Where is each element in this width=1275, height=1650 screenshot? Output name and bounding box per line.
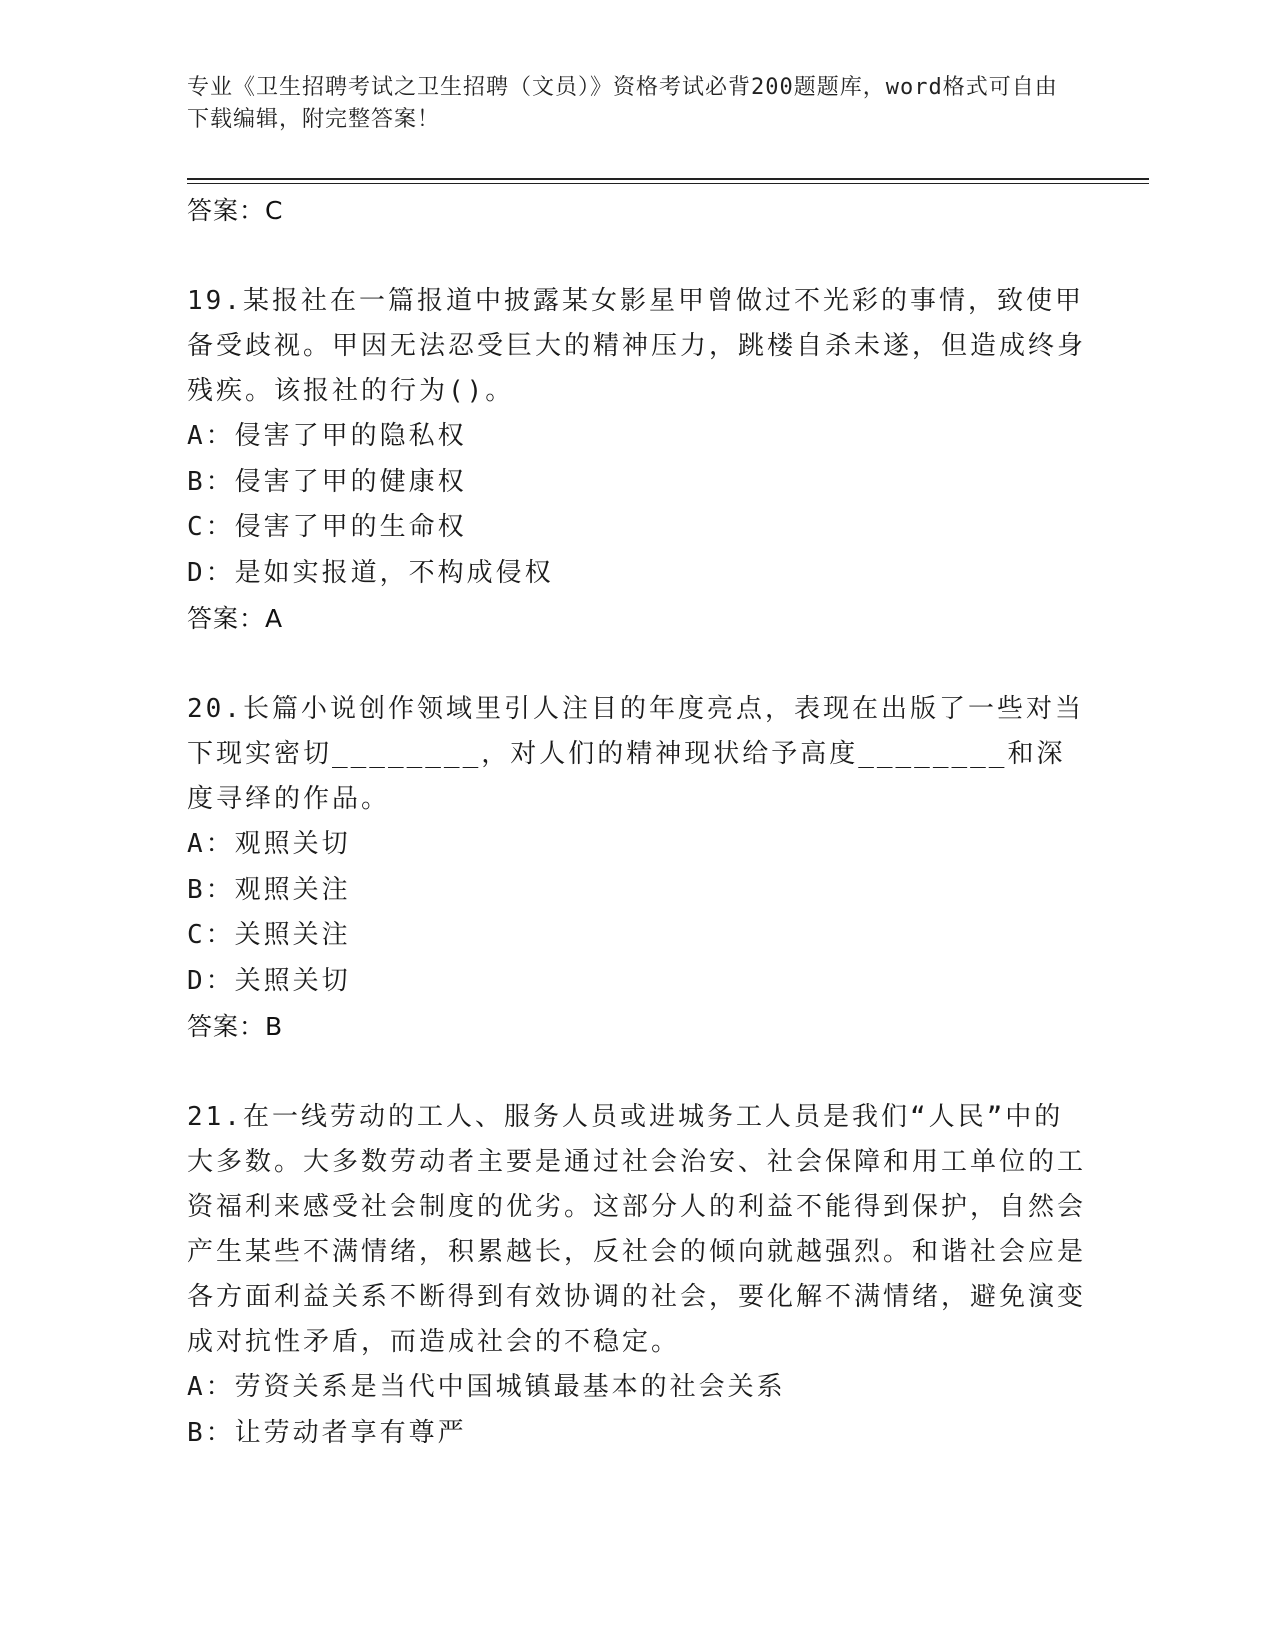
answer-line: 答案：A [187, 604, 284, 633]
option-b: B：侵害了甲的健康权 [187, 466, 467, 497]
question-stem: 19.某报社在一篇报道中披露某女影星甲曾做过不光彩的事情，致使甲备受歧视。甲因无法忍受巨大的精神压力，跳楼自杀未遂，但造成终身残疾。该报社的行为()。 [187, 286, 1087, 406]
option-a: A：侵害了甲的隐私权 [187, 421, 467, 451]
page-header: 专业《卫生招聘考试之卫生招聘（文员）》资格考试必背200题题库，word格式可自由下载编辑，附完整答案！ [187, 75, 1058, 132]
question-21 [187, 1095, 1087, 1456]
option-b: B：观照关注 [187, 874, 351, 905]
question-stem: 20.长篇小说创作领域里引人注目的年度亮点，表现在出版了一些对当下现实密切________，对人们的精神现状给予高度________和深度寻绎的作品。 [187, 694, 1084, 814]
option-b: B：让劳动者享有尊严 [187, 1417, 467, 1448]
spacer [187, 1049, 1087, 1095]
option-a: A：劳资关系是当代中国城镇最基本的社会关系 [187, 1372, 786, 1402]
answer-line: 答案：B [187, 1012, 284, 1041]
question-20 [187, 687, 1087, 1049]
option-d: D：关照关切 [187, 965, 351, 996]
answer-line: 答案：C [187, 196, 284, 225]
header-divider-thin [187, 183, 1149, 184]
question-stem: 21.在一线劳动的工人、服务人员或进城务工人员是我们“人民”中的大多数。大多数劳动者主要是通过社会治安、社会保障和用工单位的工资福利来感受社会制度的优劣。这部分人的利益不能得到保护，自然会产生某些不满情绪，积累越长，反社会的倾向就越强烈。和谐社会应是各方面利益关系不断得到有效协调的社会，要化解不满情绪，避免演变成对抗性矛盾，而造成社会的不稳定。 [187, 1102, 1087, 1357]
option-a: A：观照关切 [187, 829, 351, 859]
question-19 [187, 279, 1087, 641]
option-c: C：侵害了甲的生命权 [187, 512, 467, 542]
option-c: C：关照关注 [187, 920, 351, 950]
option-d: D：是如实报道，不构成侵权 [187, 557, 554, 588]
spacer [187, 233, 1087, 279]
header-divider [187, 178, 1149, 180]
document-body [187, 188, 1087, 1456]
spacer [187, 641, 1087, 687]
